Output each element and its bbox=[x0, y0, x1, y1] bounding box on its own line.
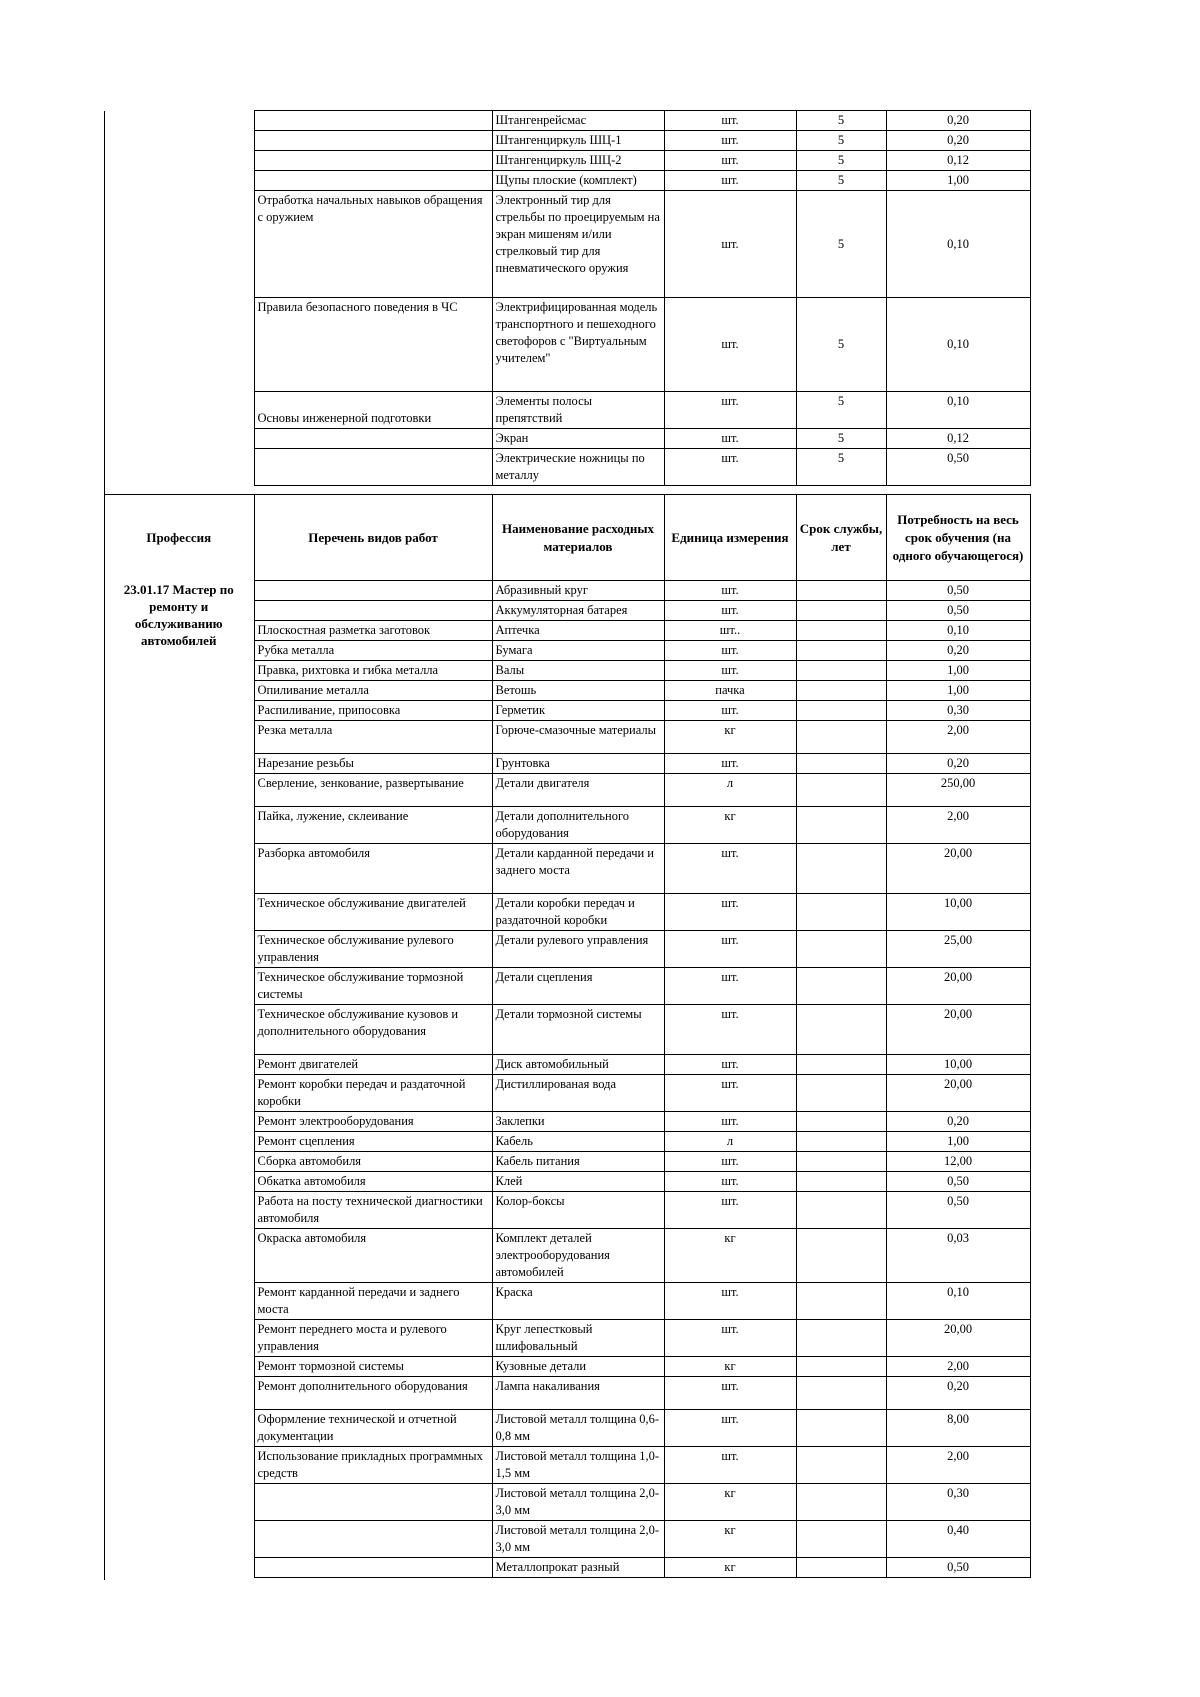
life-cell bbox=[796, 1132, 886, 1152]
table-row bbox=[104, 171, 1030, 191]
unit-cell: шт. bbox=[664, 1447, 796, 1484]
work-cell bbox=[254, 1558, 492, 1578]
material-cell: Кабель bbox=[492, 1132, 664, 1152]
profession-cell bbox=[104, 131, 254, 151]
life-cell bbox=[796, 1377, 886, 1410]
material-cell: Листовой металл толщина 2,0-3,0 мм bbox=[492, 1521, 664, 1558]
work-cell: Сверление, зенкование, развертывание bbox=[254, 774, 492, 807]
life-cell bbox=[796, 621, 886, 641]
material-cell: Кузовные детали bbox=[492, 1357, 664, 1377]
need-cell: 0,50 bbox=[886, 1558, 1030, 1578]
work-cell bbox=[254, 429, 492, 449]
unit-cell: кг bbox=[664, 1484, 796, 1521]
need-cell: 2,00 bbox=[886, 1357, 1030, 1377]
material-cell: Листовой металл толщина 0,6-0,8 мм bbox=[492, 1410, 664, 1447]
work-cell: Ремонт сцепления bbox=[254, 1132, 492, 1152]
profession-cell bbox=[104, 392, 254, 429]
need-cell: 0,50 bbox=[886, 449, 1030, 486]
life-cell bbox=[796, 894, 886, 931]
unit-cell: шт. bbox=[664, 1075, 796, 1112]
work-cell: Основы инженерной подготовки bbox=[254, 392, 492, 429]
need-cell: 0,12 bbox=[886, 151, 1030, 171]
work-cell: Сборка автомобиля bbox=[254, 1152, 492, 1172]
unit-cell: шт. bbox=[664, 1055, 796, 1075]
top-continuation-table bbox=[104, 110, 1031, 486]
unit-cell: шт. bbox=[664, 661, 796, 681]
work-cell: Отработка начальных навыков обращения с оружием bbox=[254, 191, 492, 298]
unit-cell: шт. bbox=[664, 968, 796, 1005]
unit-cell: шт. bbox=[664, 641, 796, 661]
profession-name: 23.01.17 Мастер по ремонту и обслуживанию автомобилей bbox=[123, 581, 234, 648]
material-cell: Комплект деталей электрооборудования автомобилей bbox=[492, 1229, 664, 1283]
header-unit: Единица измерения bbox=[664, 495, 796, 581]
work-cell: Ремонт тормозной системы bbox=[254, 1357, 492, 1377]
material-cell: Абразивный круг bbox=[492, 581, 664, 601]
need-cell: 20,00 bbox=[886, 844, 1030, 894]
unit-cell: кг bbox=[664, 1521, 796, 1558]
unit-cell: л bbox=[664, 774, 796, 807]
header-work-list: Перечень видов работ bbox=[254, 495, 492, 581]
unit-cell: шт. bbox=[664, 449, 796, 486]
work-cell bbox=[254, 131, 492, 151]
life-cell bbox=[796, 1357, 886, 1377]
table-row bbox=[104, 429, 1030, 449]
need-cell: 0,10 bbox=[886, 298, 1030, 392]
life-cell bbox=[796, 1521, 886, 1558]
need-cell: 0,40 bbox=[886, 1521, 1030, 1558]
profession-cell bbox=[104, 191, 254, 298]
table-row bbox=[104, 131, 1030, 151]
need-cell: 1,00 bbox=[886, 1132, 1030, 1152]
material-cell: Клей bbox=[492, 1172, 664, 1192]
unit-cell: шт. bbox=[664, 131, 796, 151]
need-cell: 20,00 bbox=[886, 1005, 1030, 1055]
work-cell bbox=[254, 449, 492, 486]
unit-cell: шт. bbox=[664, 1410, 796, 1447]
unit-cell: кг bbox=[664, 1229, 796, 1283]
need-cell: 0,30 bbox=[886, 1484, 1030, 1521]
unit-cell: л bbox=[664, 1132, 796, 1152]
material-cell: Лампа накаливания bbox=[492, 1377, 664, 1410]
need-cell: 0,50 bbox=[886, 1192, 1030, 1229]
need-cell: 20,00 bbox=[886, 968, 1030, 1005]
need-cell: 1,00 bbox=[886, 681, 1030, 701]
need-cell: 1,00 bbox=[886, 171, 1030, 191]
work-cell: Техническое обслуживание двигателей bbox=[254, 894, 492, 931]
life-cell bbox=[796, 581, 886, 601]
material-cell: Элементы полосы препятствий bbox=[492, 392, 664, 429]
life-cell bbox=[796, 661, 886, 681]
unit-cell: шт. bbox=[664, 1283, 796, 1320]
work-cell: Плоскостная разметка заготовок bbox=[254, 621, 492, 641]
unit-cell: шт. bbox=[664, 1377, 796, 1410]
need-cell: 0,30 bbox=[886, 701, 1030, 721]
life-cell bbox=[796, 1229, 886, 1283]
material-cell: Валы bbox=[492, 661, 664, 681]
need-cell: 0,20 bbox=[886, 754, 1030, 774]
life-cell bbox=[796, 1172, 886, 1192]
life-cell: 5 bbox=[796, 298, 886, 392]
work-cell: Резка металла bbox=[254, 721, 492, 754]
material-cell: Круг лепестковый шлифовальный bbox=[492, 1320, 664, 1357]
unit-cell: шт. bbox=[664, 1152, 796, 1172]
need-cell: 8,00 bbox=[886, 1410, 1030, 1447]
unit-cell: шт. bbox=[664, 754, 796, 774]
work-cell: Окраска автомобиля bbox=[254, 1229, 492, 1283]
need-cell: 0,50 bbox=[886, 1172, 1030, 1192]
header-need: Потребность на весь срок обучения (на одного обучающегося) bbox=[886, 495, 1030, 581]
work-cell: Распиливание, припосовка bbox=[254, 701, 492, 721]
life-cell bbox=[796, 1484, 886, 1521]
life-cell bbox=[796, 1283, 886, 1320]
unit-cell: шт. bbox=[664, 111, 796, 131]
material-cell: Колор-боксы bbox=[492, 1192, 664, 1229]
material-cell: Детали дополнительного оборудования bbox=[492, 807, 664, 844]
need-cell: 20,00 bbox=[886, 1320, 1030, 1357]
material-cell: Диск автомобильный bbox=[492, 1055, 664, 1075]
unit-cell: шт. bbox=[664, 1192, 796, 1229]
work-cell: Правила безопасного поведения в ЧС bbox=[254, 298, 492, 392]
life-cell bbox=[796, 754, 886, 774]
unit-cell: шт. bbox=[664, 151, 796, 171]
need-cell: 25,00 bbox=[886, 931, 1030, 968]
material-cell: Металлопрокат разный bbox=[492, 1558, 664, 1578]
need-cell: 10,00 bbox=[886, 894, 1030, 931]
work-cell: Использование прикладных программных средств bbox=[254, 1447, 492, 1484]
unit-cell: шт. bbox=[664, 844, 796, 894]
material-cell: Герметик bbox=[492, 701, 664, 721]
life-cell: 5 bbox=[796, 392, 886, 429]
material-cell: Листовой металл толщина 1,0-1,5 мм bbox=[492, 1447, 664, 1484]
need-cell: 1,00 bbox=[886, 661, 1030, 681]
need-cell: 2,00 bbox=[886, 807, 1030, 844]
work-cell: Техническое обслуживание рулевого управления bbox=[254, 931, 492, 968]
unit-cell: кг bbox=[664, 721, 796, 754]
material-cell: Краска bbox=[492, 1283, 664, 1320]
life-cell bbox=[796, 1320, 886, 1357]
material-cell: Штангенрейсмас bbox=[492, 111, 664, 131]
need-cell: 0,10 bbox=[886, 191, 1030, 298]
work-cell: Рубка металла bbox=[254, 641, 492, 661]
need-cell: 0,20 bbox=[886, 131, 1030, 151]
work-cell: Ремонт карданной передачи и заднего моста bbox=[254, 1283, 492, 1320]
table-row bbox=[104, 392, 1030, 429]
work-cell: Ремонт переднего моста и рулевого управления bbox=[254, 1320, 492, 1357]
work-cell: Разборка автомобиля bbox=[254, 844, 492, 894]
need-cell: 0,03 bbox=[886, 1229, 1030, 1283]
material-cell: Детали тормозной системы bbox=[492, 1005, 664, 1055]
work-cell: Обкатка автомобиля bbox=[254, 1172, 492, 1192]
life-cell bbox=[796, 807, 886, 844]
work-cell: Ремонт электрооборудования bbox=[254, 1112, 492, 1132]
profession-cell bbox=[104, 171, 254, 191]
work-cell: Ремонт двигателей bbox=[254, 1055, 492, 1075]
life-cell bbox=[796, 1447, 886, 1484]
unit-cell: кг bbox=[664, 807, 796, 844]
material-cell: Аккумуляторная батарея bbox=[492, 601, 664, 621]
profession-cell bbox=[104, 449, 254, 486]
material-cell: Экран bbox=[492, 429, 664, 449]
life-cell bbox=[796, 931, 886, 968]
unit-cell: шт. bbox=[664, 171, 796, 191]
work-cell: Оформление технической и отчетной документации bbox=[254, 1410, 492, 1447]
profession-cell bbox=[104, 429, 254, 449]
material-cell: Электронный тир для стрельбы по проецируемым на экран мишеням и/или стрелковый тир для пневматического оружия bbox=[492, 191, 664, 298]
material-cell: Ветошь bbox=[492, 681, 664, 701]
work-cell: Работа на посту технической диагностики автомобиля bbox=[254, 1192, 492, 1229]
life-cell bbox=[796, 1192, 886, 1229]
unit-cell: шт. bbox=[664, 581, 796, 601]
work-cell: Ремонт дополнительного оборудования bbox=[254, 1377, 492, 1410]
work-cell: Нарезание резьбы bbox=[254, 754, 492, 774]
header-life: Срок службы, лет bbox=[796, 495, 886, 581]
unit-cell: пачка bbox=[664, 681, 796, 701]
material-cell: Горюче-смазочные материалы bbox=[492, 721, 664, 754]
header-materials: Наименование расходных материалов bbox=[492, 495, 664, 581]
work-cell bbox=[254, 1484, 492, 1521]
unit-cell: шт. bbox=[664, 392, 796, 429]
material-cell: Штангенциркуль ШЦ-1 bbox=[492, 131, 664, 151]
need-cell: 20,00 bbox=[886, 1075, 1030, 1112]
unit-cell: шт.. bbox=[664, 621, 796, 641]
material-cell: Детали двигателя bbox=[492, 774, 664, 807]
work-cell: Правка, рихтовка и гибка металла bbox=[254, 661, 492, 681]
unit-cell: шт. bbox=[664, 429, 796, 449]
life-cell: 5 bbox=[796, 131, 886, 151]
unit-cell: шт. bbox=[664, 894, 796, 931]
material-cell: Щупы плоские (комплект) bbox=[492, 171, 664, 191]
life-cell bbox=[796, 968, 886, 1005]
life-cell: 5 bbox=[796, 151, 886, 171]
material-cell: Электрические ножницы по металлу bbox=[492, 449, 664, 486]
need-cell: 0,20 bbox=[886, 1112, 1030, 1132]
header-profession: Профессия bbox=[104, 495, 254, 581]
header-table bbox=[104, 494, 1031, 581]
life-cell bbox=[796, 1112, 886, 1132]
need-cell: 12,00 bbox=[886, 1152, 1030, 1172]
material-cell: Грунтовка bbox=[492, 754, 664, 774]
table-row bbox=[104, 111, 1030, 131]
table-row bbox=[104, 449, 1030, 486]
life-cell: 5 bbox=[796, 191, 886, 298]
work-cell: Ремонт коробки передач и раздаточной коробки bbox=[254, 1075, 492, 1112]
unit-cell: кг bbox=[664, 1558, 796, 1578]
unit-cell: шт. bbox=[664, 601, 796, 621]
life-cell: 5 bbox=[796, 171, 886, 191]
unit-cell: шт. bbox=[664, 931, 796, 968]
need-cell: 10,00 bbox=[886, 1055, 1030, 1075]
life-cell bbox=[796, 1055, 886, 1075]
life-cell bbox=[796, 844, 886, 894]
need-cell: 2,00 bbox=[886, 721, 1030, 754]
work-cell: Техническое обслуживание кузовов и дополнительного оборудования bbox=[254, 1005, 492, 1055]
life-cell bbox=[796, 721, 886, 754]
life-cell bbox=[796, 1005, 886, 1055]
need-cell: 0,20 bbox=[886, 641, 1030, 661]
table-row bbox=[104, 581, 1030, 601]
unit-cell: шт. bbox=[664, 1172, 796, 1192]
unit-cell: шт. bbox=[664, 701, 796, 721]
material-cell: Детали карданной передачи и заднего моста bbox=[492, 844, 664, 894]
need-cell: 250,00 bbox=[886, 774, 1030, 807]
work-cell bbox=[254, 1521, 492, 1558]
life-cell: 5 bbox=[796, 111, 886, 131]
material-cell: Кабель питания bbox=[492, 1152, 664, 1172]
unit-cell: шт. bbox=[664, 298, 796, 392]
work-cell bbox=[254, 111, 492, 131]
need-cell: 0,12 bbox=[886, 429, 1030, 449]
work-cell bbox=[254, 581, 492, 601]
material-cell: Детали коробки передач и раздаточной коробки bbox=[492, 894, 664, 931]
material-cell: Дистиллированая вода bbox=[492, 1075, 664, 1112]
life-cell: 5 bbox=[796, 429, 886, 449]
table-row bbox=[104, 151, 1030, 171]
life-cell bbox=[796, 1558, 886, 1578]
need-cell: 2,00 bbox=[886, 1447, 1030, 1484]
work-cell bbox=[254, 601, 492, 621]
material-cell: Бумага bbox=[492, 641, 664, 661]
work-cell bbox=[254, 151, 492, 171]
work-cell: Опиливание металла bbox=[254, 681, 492, 701]
material-cell: Детали сцепления bbox=[492, 968, 664, 1005]
work-cell: Пайка, лужение, склеивание bbox=[254, 807, 492, 844]
work-cell bbox=[254, 171, 492, 191]
unit-cell: шт. bbox=[664, 1005, 796, 1055]
life-cell bbox=[796, 1410, 886, 1447]
need-cell: 0,20 bbox=[886, 1377, 1030, 1410]
unit-cell: шт. bbox=[664, 191, 796, 298]
life-cell bbox=[796, 1075, 886, 1112]
unit-cell: шт. bbox=[664, 1320, 796, 1357]
life-cell bbox=[796, 774, 886, 807]
life-cell bbox=[796, 701, 886, 721]
life-cell bbox=[796, 601, 886, 621]
material-cell: Электрифицированная модель транспортного и пешеходного светофоров с "Виртуальным учителем" bbox=[492, 298, 664, 392]
material-cell: Заклепки bbox=[492, 1112, 664, 1132]
material-cell: Аптечка bbox=[492, 621, 664, 641]
life-cell bbox=[796, 681, 886, 701]
table-row bbox=[104, 191, 1030, 298]
life-cell bbox=[796, 641, 886, 661]
material-cell: Штангенциркуль ШЦ-2 bbox=[492, 151, 664, 171]
unit-cell: шт. bbox=[664, 1112, 796, 1132]
profession-cell bbox=[104, 298, 254, 392]
need-cell: 0,50 bbox=[886, 601, 1030, 621]
life-cell: 5 bbox=[796, 449, 886, 486]
need-cell: 0,50 bbox=[886, 581, 1030, 601]
need-cell: 0,10 bbox=[886, 621, 1030, 641]
profession-cell bbox=[104, 111, 254, 131]
profession-cell bbox=[104, 151, 254, 171]
need-cell: 0,10 bbox=[886, 392, 1030, 429]
material-cell: Листовой металл толщина 2,0-3,0 мм bbox=[492, 1484, 664, 1521]
materials-table bbox=[104, 580, 1031, 1578]
need-cell: 0,10 bbox=[886, 1283, 1030, 1320]
table-row bbox=[104, 298, 1030, 392]
material-cell: Детали рулевого управления bbox=[492, 931, 664, 968]
unit-cell: кг bbox=[664, 1357, 796, 1377]
need-cell: 0,20 bbox=[886, 111, 1030, 131]
life-cell bbox=[796, 1152, 886, 1172]
work-cell: Техническое обслуживание тормозной системы bbox=[254, 968, 492, 1005]
